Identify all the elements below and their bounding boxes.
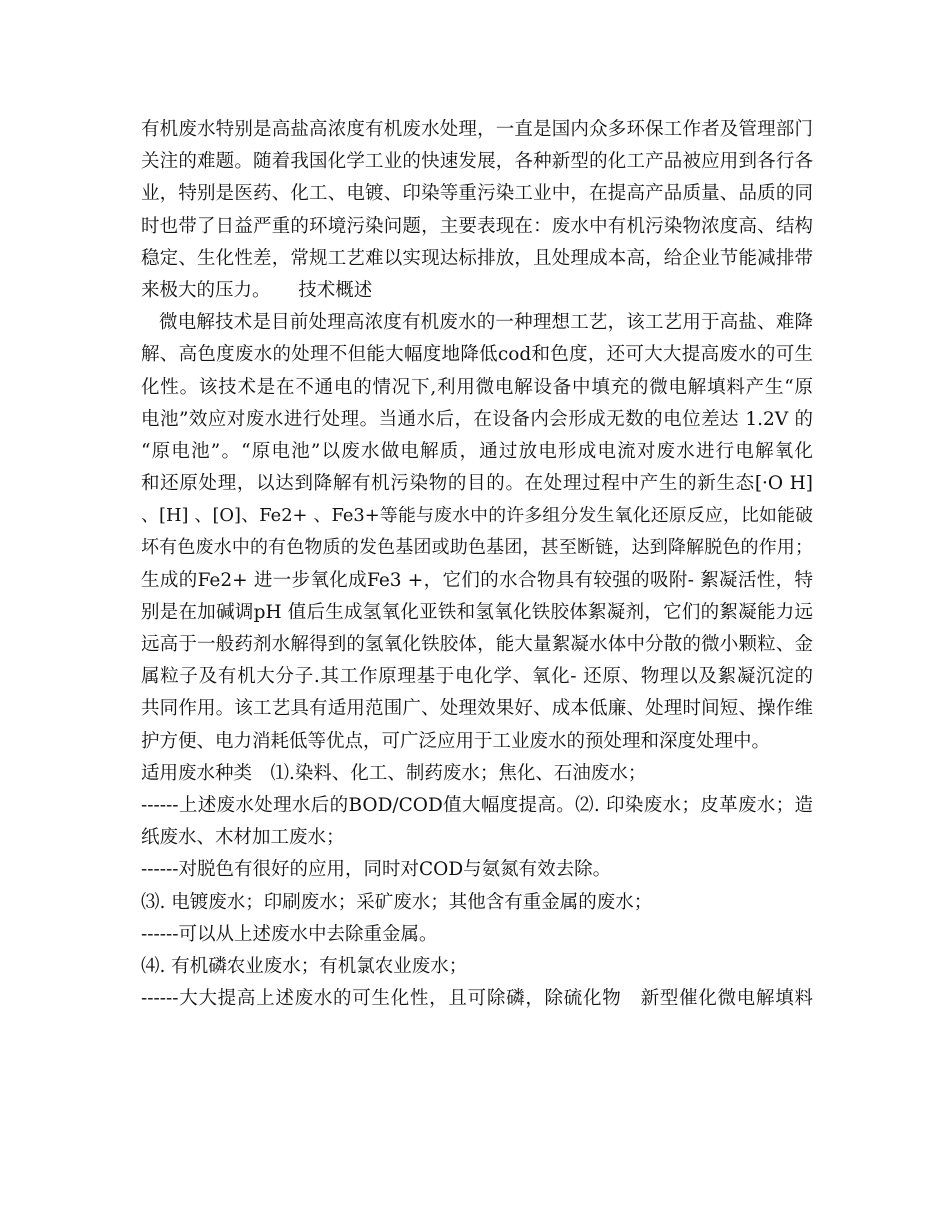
text-line: ------可以从上述废水中去除重金属。: [141, 923, 438, 945]
text-line: ⑷. 有机磷农业废水；有机氯农业废水；: [141, 955, 468, 977]
text-line: 来极大的压力。 技术概述: [141, 279, 373, 301]
text-line: 时也带了日益严重的环境污染问题，主要表现在：废水中有机污染物浓度高、结构: [141, 215, 813, 237]
text-line: 远高于一般药剂水解得到的氢氧化铁胶体，能大量絮凝水体中分散的微小颗粒、金: [141, 634, 813, 655]
text-line: 化性。该技术是在不通电的情况下,利用微电解设备中填充的微电解填料产生“原: [141, 376, 813, 398]
text-line: 电池”效应对废水进行处理。当通水后，在设备内会形成无数的电位差达 1.2V 的: [141, 408, 813, 430]
text-line: 共同作用。该工艺具有适用范围广、处理效果好、成本低廉、处理时间短、操作维: [141, 698, 813, 720]
text-line: 关注的难题。随着我国化学工业的快速发展，各种新型的化工产品被应用到各行各: [141, 151, 813, 173]
text-line: 属粒子及有机大分子.其工作原理基于电化学、氧化- 还原、物理以及絮凝沉淀的: [141, 666, 813, 688]
text-line: ------大大提高上述废水的可生化性，且可除磷，除硫化物 新型催化微电解填料: [141, 988, 813, 1010]
text-line: 适用废水种类 ⑴.染料、化工、制药废水；焦化、石油废水；: [141, 762, 647, 784]
text-line: 稳定、生化性差，常规工艺难以实现达标排放，且处理成本高，给企业节能减排带: [141, 247, 813, 269]
text-line: ⑶. 电镀废水；印刷废水；采矿废水；其他含有重金属的废水；: [141, 891, 653, 913]
text-line: 纸废水、木材加工废水；: [141, 827, 345, 849]
text-line: ------上述废水处理水后的BOD/COD值大幅度提高。⑵. 印染废水；皮革废水；造: [141, 794, 813, 816]
text-line: 解、高色度废水的处理不但能大幅度地降低cod和色度，还可大大提高废水的可生: [141, 344, 813, 366]
text-line: 微电解技术是目前处理高浓度有机废水的一种理想工艺，该工艺用于高盐、难降: [159, 312, 813, 334]
text-line: 业，特别是医药、化工、电镀、印染等重污染工业中，在提高产品质量、品质的同: [141, 183, 813, 205]
text-line: 坏有色废水中的有色物质的发色基团或助色基团，甚至断链，达到降解脱色的作用；: [141, 537, 813, 559]
text-line: “原电池”。“原电池”以废水做电解质，通过放电形成电流对废水进行电解氧化: [141, 440, 813, 462]
document-body: [141, 114, 813, 1015]
text-line: 生成的Fe2+ 进一步氧化成Fe3 +，它们的水合物具有较强的吸附- 絮凝活性，特: [141, 569, 813, 591]
text-line: 护方便、电力消耗低等优点，可广泛应用于工业废水的预处理和深度处理中。: [141, 730, 771, 752]
text-line: 别是在加碱调pH 值后生成氢氧化亚铁和氢氧化铁胶体絮凝剂，它们的絮凝能力远: [141, 601, 813, 623]
text-line: 有机废水特别是高盐高浓度有机废水处理，一直是国内众多环保工作者及管理部门: [141, 119, 813, 140]
text-line: 、[H] 、[O]、Fe2+ 、Fe3+等能与废水中的许多组分发生氧化还原反应，比如能破: [141, 505, 813, 527]
text-line: 和还原处理，以达到降解有机污染物的目的。在处理过程中产生的新生态[·O H]: [141, 473, 813, 495]
text-line: ------对脱色有很好的应用，同时对COD与氨氮有效去除。: [141, 859, 612, 881]
